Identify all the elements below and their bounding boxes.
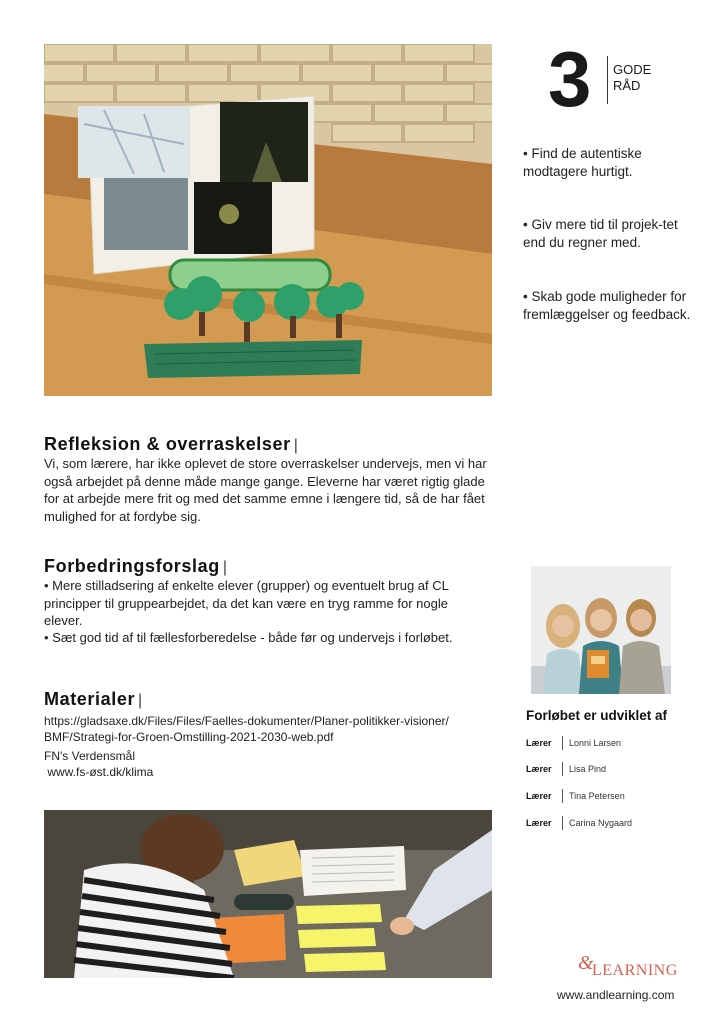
teacher-name: Lisa Pind: [569, 764, 607, 774]
andlearning-logo: [578, 954, 682, 984]
improvements-item: • Sæt god tid af til fællesforberedelse - både før og undervejs i forløbet.: [44, 630, 453, 645]
tip-item: • Giv mere tid til projek-tet end du regner med.: [523, 217, 678, 250]
materials-heading: [44, 689, 143, 710]
heading-separator: |: [138, 692, 143, 709]
teacher-role: Lærer: [526, 791, 552, 801]
teacher-divider: [562, 736, 563, 750]
materials-link[interactable]: BMF/Strategi-for-Groen-Omstilling-2021-2030-web.pdf: [44, 730, 334, 744]
teacher-name: Carina Nygaard: [569, 818, 633, 828]
project-model-photo: [44, 44, 492, 396]
teacher-divider: [562, 816, 563, 830]
advice-title: [613, 62, 651, 94]
teacher-role: Lærer: [526, 738, 552, 748]
materials-heading-text: Materialer: [44, 689, 136, 709]
materials-link[interactable]: https://gladsaxe.dk/Files/Files/Faelles-dokumenter/Planer-politikker-visioner/: [44, 714, 449, 728]
tip-item: • Find de autentiske modtagere hurtigt.: [523, 146, 642, 179]
students-working-photo: [44, 810, 492, 978]
advice-divider: [607, 56, 608, 104]
improvements-heading-text: Forbedringsforslag: [44, 556, 220, 576]
teacher-row: [526, 736, 621, 750]
advice-title-line2: RÅD: [613, 78, 641, 93]
logo-wordmark: LEARNING: [592, 962, 678, 979]
reflection-heading-text: Refleksion & overraskelser: [44, 434, 291, 454]
materials-item: FN's Verdensmål: [44, 749, 135, 763]
teacher-name: Tina Petersen: [569, 791, 625, 801]
advice-title-line1: GODE: [613, 62, 652, 77]
advice-number: 3: [548, 35, 590, 123]
team-photo: [531, 566, 671, 694]
heading-separator: |: [293, 437, 299, 454]
teacher-row: [526, 816, 632, 830]
heading-separator: |: [222, 559, 228, 576]
teacher-role: Lærer: [526, 764, 552, 774]
teacher-name: Lonni Larsen: [569, 738, 622, 748]
reflection-body: Vi, som lærere, har ikke oplevet de store overraskelser undervejs, men vi har også arbejdet på denne måde mange gange. Eleverne har været rigtig glade for at arbejde mere frit og med det samme emne i længere tid, så de har fået mulighed for at fordybe sig.: [44, 456, 487, 524]
teacher-divider: [562, 762, 563, 776]
teacher-role: Lærer: [526, 818, 552, 828]
credits-title: Forløbet er udviklet af: [526, 708, 668, 723]
improvements-item: • Mere stilladsering af enkelte elever (grupper) og eventuelt brug af CL principper til gruppearbejdet, da det kan være en tryg ramme for nogle elever.: [44, 578, 449, 628]
teacher-divider: [562, 789, 563, 803]
logo-ampersand: &: [578, 952, 594, 974]
website-link[interactable]: www.andlearning.com: [557, 988, 675, 1002]
reflection-heading: [44, 434, 299, 455]
tip-item: • Skab gode muligheder for fremlæggelser og feedback.: [523, 289, 691, 322]
improvements-heading: [44, 556, 228, 577]
teacher-row: [526, 789, 625, 803]
materials-link[interactable]: www.fs-øst.dk/klima: [44, 765, 154, 779]
teacher-row: [526, 762, 606, 776]
